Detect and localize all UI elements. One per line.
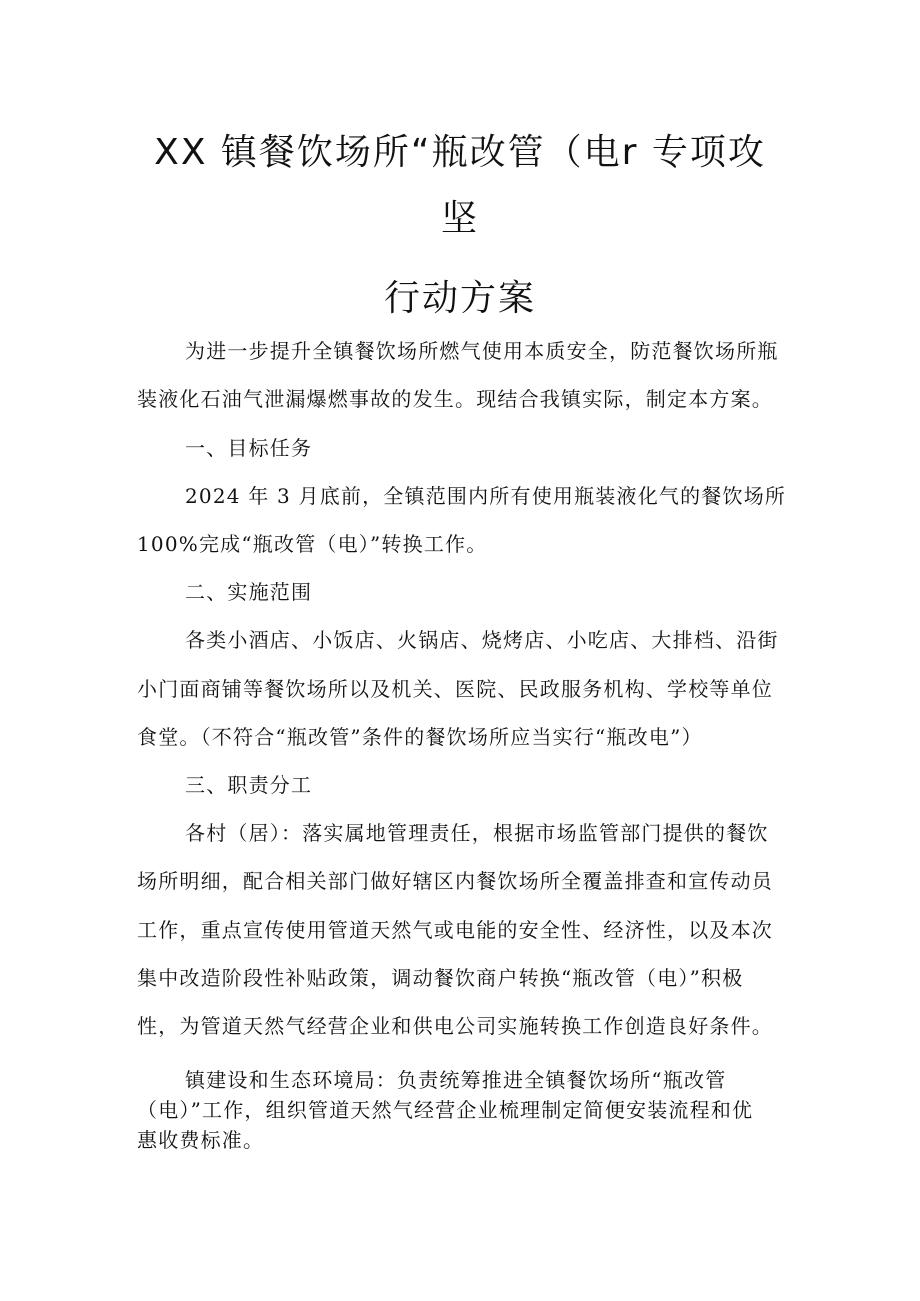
section-1-line-1: 2024 年 3 月底前，全镇范围内所有使用瓶装液化气的餐饮场所 — [185, 484, 787, 508]
section-2-line-2: 小门面商铺等餐饮场所以及机关、医院、民政服务机构、学校等单位 — [137, 677, 773, 701]
section-3-para-1-line-3: 工作，重点宣传使用管道天然气或电能的安全性、经济性，以及本次 — [137, 918, 773, 942]
intro-line-1: 为进一步提升全镇餐饮场所燃气使用本质安全，防范餐饮场所瓶 — [185, 339, 779, 363]
section-2-line-1: 各类小酒店、小饭店、火锅店、烧烤店、小吃店、大排档、沿街 — [185, 628, 779, 652]
section-1-heading: 一、目标任务 — [185, 436, 313, 460]
section-3-para-2-line-1: 镇建设和生态环境局：负责统筹推进全镇餐饮场所“瓶改管 — [185, 1068, 727, 1092]
section-2-heading: 二、实施范围 — [185, 580, 313, 604]
section-3-para-1-line-5: 性，为管道天然气经营企业和供电公司实施转换工作创造良好条件。 — [137, 1014, 773, 1038]
document-title-line-2: 坚 — [440, 198, 479, 239]
section-3-para-1-line-1: 各村（居）：落实属地管理责任，根据市场监管部门提供的餐饮 — [185, 821, 769, 845]
document-title-line-1: XX 镇餐饮场所“瓶改管（电r 专项攻 — [154, 132, 766, 173]
section-2-line-3: 食堂。（不符合“瓶改管”条件的餐饮场所应当实行“瓶改电”） — [137, 725, 703, 749]
document-title-line-3: 行动方案 — [383, 278, 536, 319]
section-1-line-2: 100%完成“瓶改管（电）”转换工作。 — [137, 532, 488, 556]
section-3-para-2-line-2: （电）”工作，组织管道天然气经营企业梳理制定简便安装流程和优 — [137, 1098, 754, 1122]
section-3-heading: 三、职责分工 — [185, 773, 313, 797]
section-3-para-1-line-4: 集中改造阶段性补贴政策，调动餐饮商户转换“瓶改管（电）”积极 — [137, 966, 744, 990]
section-3-para-2-line-3: 惠收费标准。 — [137, 1128, 265, 1152]
section-3-para-1-line-2: 场所明细，配合相关部门做好辖区内餐饮场所全覆盖排查和宣传动员 — [137, 869, 773, 893]
intro-line-2: 装液化石油气泄漏爆燃事故的发生。现结合我镇实际，制定本方案。 — [137, 387, 773, 411]
